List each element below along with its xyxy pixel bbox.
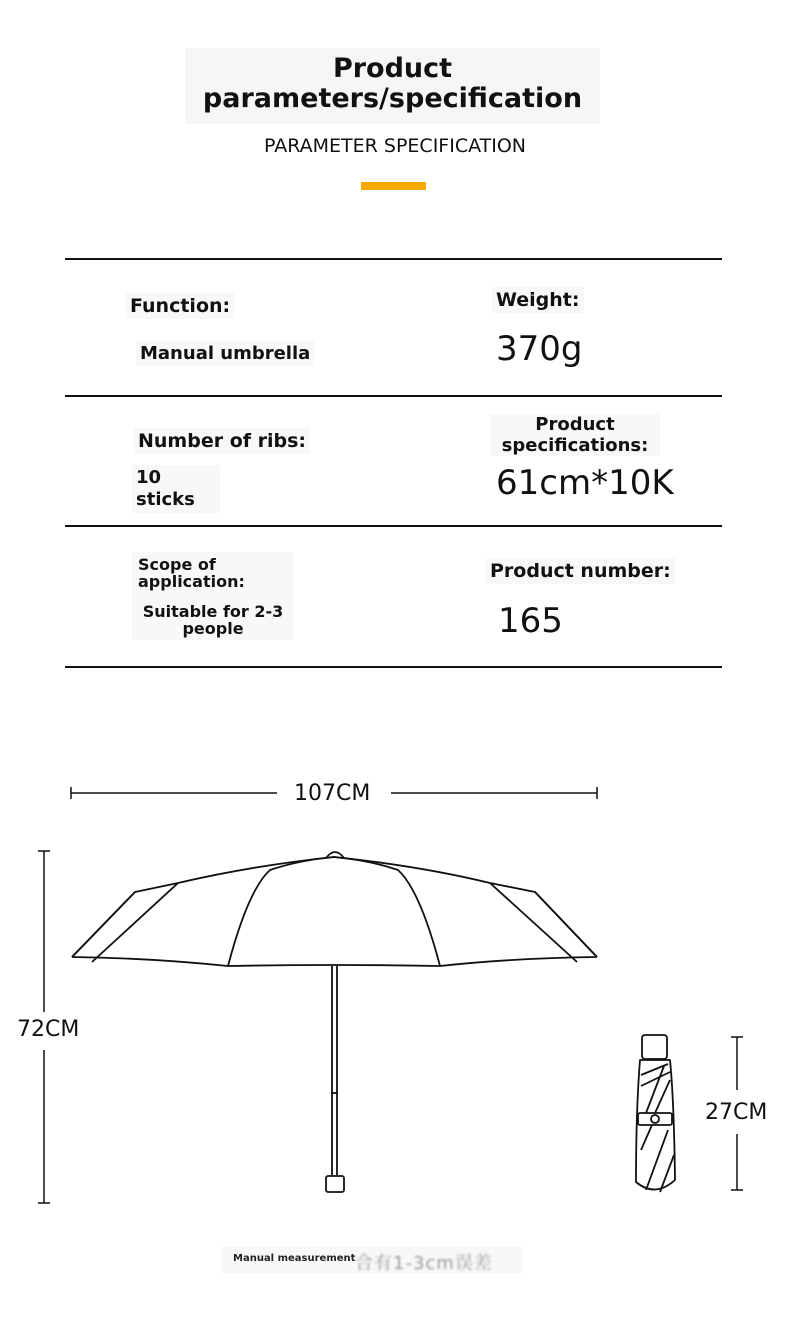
scope-label-line1: Scope of [138,555,216,574]
open-width-label: 107CM [294,781,371,806]
weight-value: 370g [496,329,583,369]
product-spec-value: 61cm*10K [496,463,674,503]
ribs-value-line1: 10 [136,467,162,488]
ribs-label: Number of ribs: [134,428,310,454]
page-subtitle: PARAMETER SPECIFICATION [263,135,526,157]
product-number-value: 165 [498,601,563,641]
page-title-line2: parameters/specification [202,83,583,114]
product-number-label: Product number: [486,558,675,584]
folded-length-label: 27CM [705,1100,768,1125]
folded-umbrella-icon [636,1035,675,1192]
ribs-value-line2: sticks [136,489,195,510]
scope-label-line2: application: [138,572,245,591]
open-height-label: 72CM [17,1017,80,1042]
product-spec-label-line2: specifications: [501,435,649,456]
footer-note: Manual measurement [233,1253,356,1264]
weight-label: Weight: [492,287,584,313]
scope-value-line2: people [182,619,244,638]
open-umbrella-icon [72,852,597,1192]
function-label: Function: [126,293,234,319]
function-value: Manual umbrella [136,341,314,366]
footer-blurred-text: 合有1-3cm误差 [355,1253,493,1274]
scope-value-line1: Suitable for 2-3 [142,602,284,621]
product-spec-label-line1: Product [535,414,615,435]
page-title-line1: Product [332,53,453,84]
